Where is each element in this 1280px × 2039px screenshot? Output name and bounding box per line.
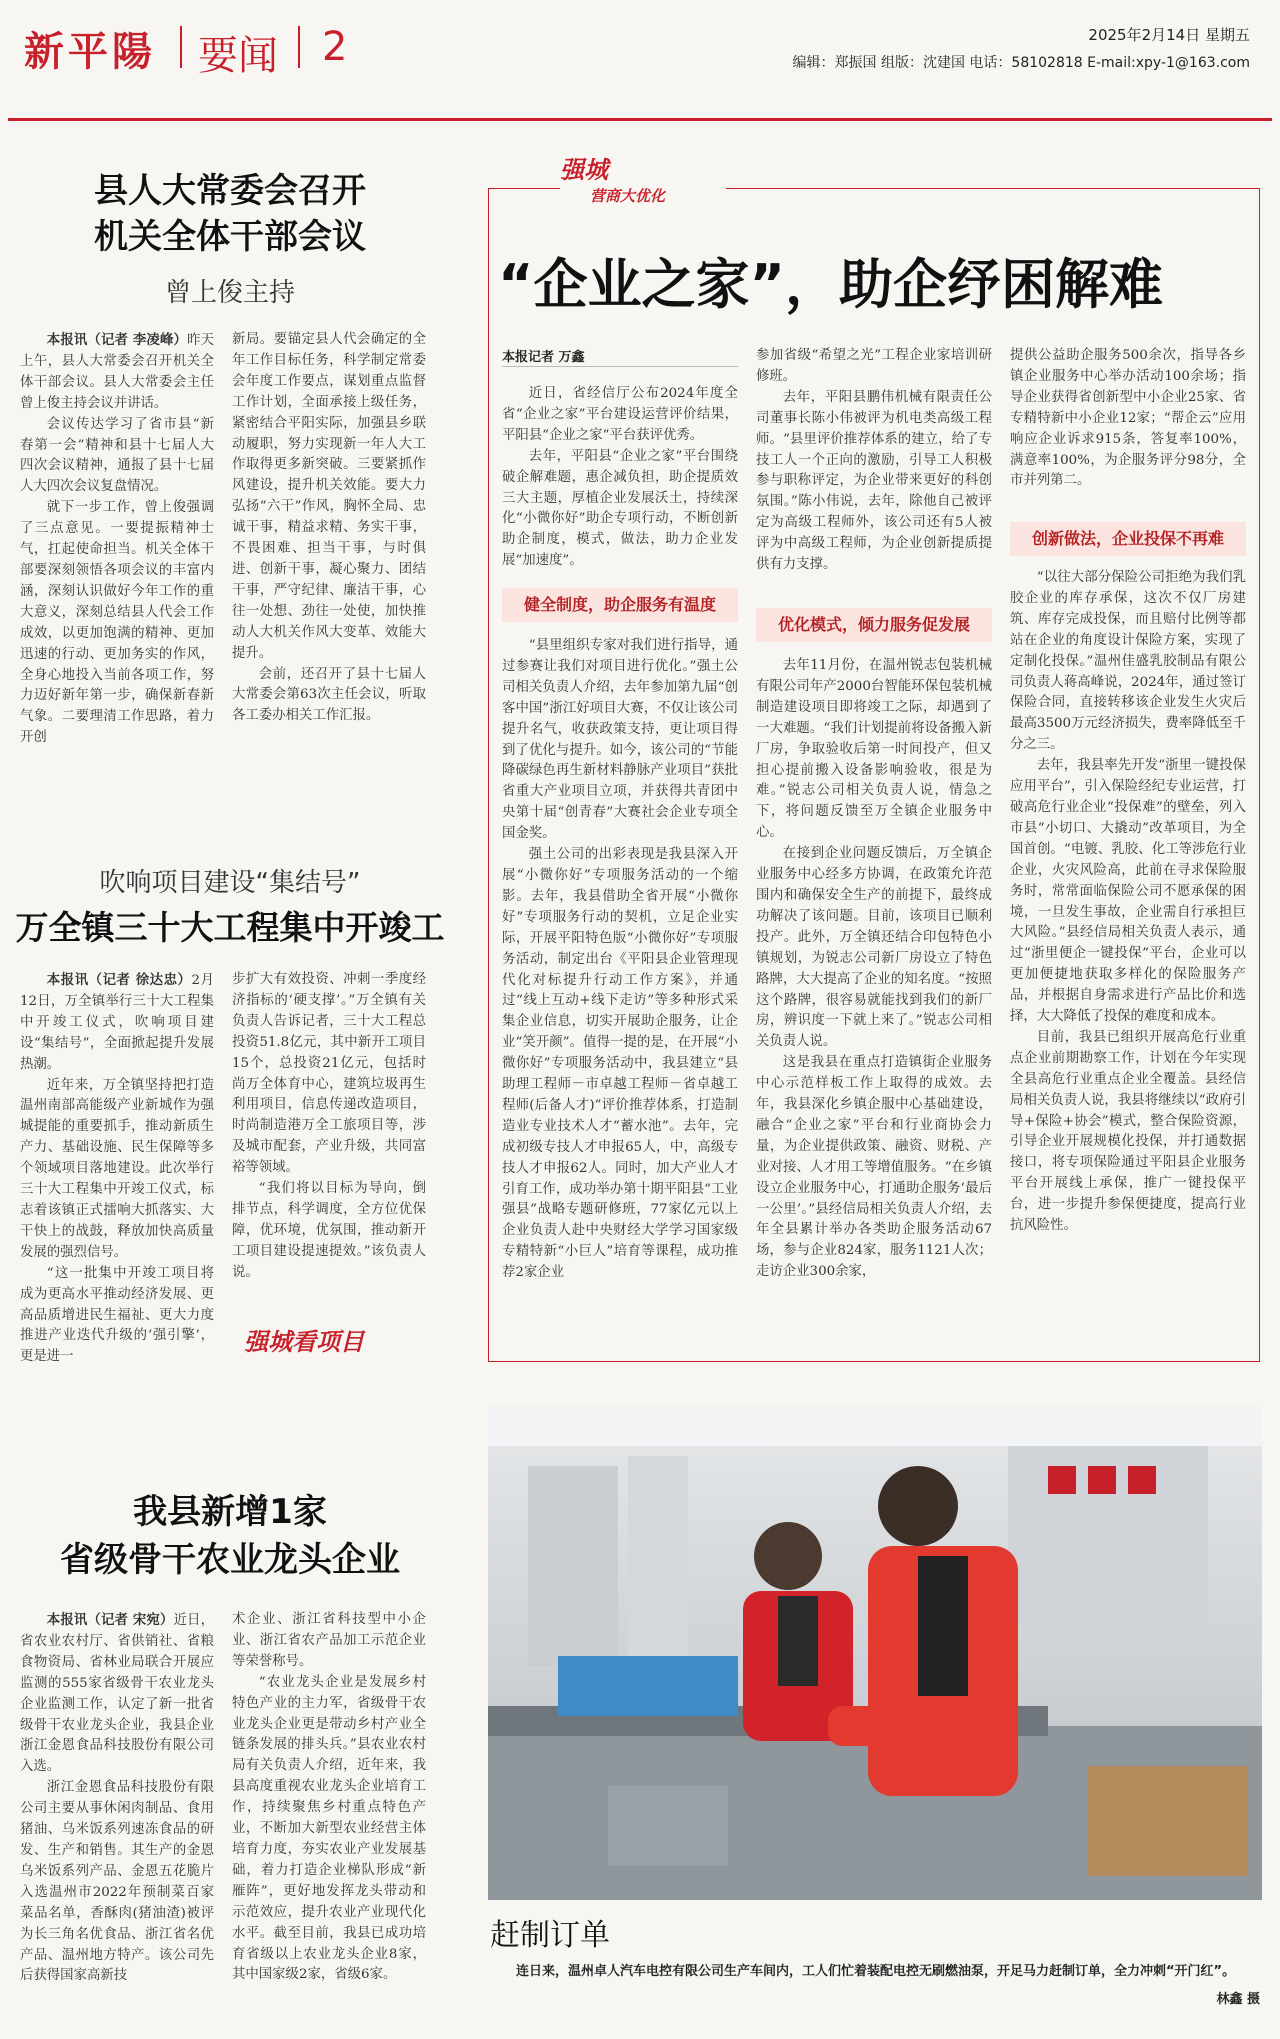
section-name: 要闻	[198, 33, 278, 79]
project-sticker	[244, 1322, 364, 1357]
feature-paragraph: “县里组织专家对我们进行指导，通过参赛让我们对项目进行优化。”强土公司相关负责人介绍，去年参加第九届“创客中国”浙江好项目大赛，不仅让该公司提升名气，收获政策支持，更让项目得到了优化与提升。如今，该公司的“节能降碳绿色再生新材料静脉产业项目”获批省重大产业项目立项，并获得共青团中央第十届“创青春”大赛社会企业专项全国金奖。	[502, 638, 738, 842]
feature-paragraph: 目前，我县已组织开展高危行业重点企业前期勘察工作，计划在今年实现全县高危行业重点企业全覆盖。县经信局相关负责人说，我县将继续以“政府引导+保险+协会”模式，整合保险资源，引导企业开展规模化投保，并打通数据接口，将专项保险通过平阳县企业服务平台开展线上承保，推广一键投保平台，进一步提升参保便捷度，提高行业抗风险性。	[1010, 1029, 1246, 1234]
feature-badge-top: 强城	[560, 156, 608, 184]
page-number: 2	[322, 24, 348, 70]
article1-title-line2: 机关全体干部会议	[94, 217, 366, 257]
feature-paragraph: 去年11月份，在温州锐志包装机械有限公司年产2000台智能环保包装机械制造建设项目即将竣工之际，却遇到了一大难题。“我们计划提前将设备搬入新厂房，争取验收后第一时间投产，但又担心提前搬入设备影响验收，很是为难。”锐志公司相关负责人说，情急之下，将问题反馈至万全镇企业服务中心。	[756, 658, 992, 841]
feature-subhead-3: 创新做法，企业投保不再难	[1010, 522, 1246, 556]
photo-credit: 林鑫 摄	[1216, 1992, 1260, 2007]
editor-info: 编辑：郑振国 组版：沈建国 电话：58102818 E-mail:xpy-1@163.com	[792, 55, 1250, 71]
feature-paragraph: 在接到企业问题反馈后，万全镇企业服务中心经多方协调，在政策允许范围内和确保安全生产的前提下，最终成功解决了该问题。目前，该项目已顺利投产。此外，万全镇还结合印包特色小镇规划，为锐志公司新厂房设立了特色路牌，大大提高了企业的知名度。“按照这个路牌，很容易就能找到我们的新厂房，辨识度一下就上来了。”锐志公司相关负责人说。	[756, 846, 992, 1050]
article3-text: 术企业、浙江省科技型中小企业、浙江省农产品加工示范企业等荣誉称号。	[232, 1612, 426, 1669]
feature-column-1-bottom	[502, 636, 738, 1348]
article3-paragraph: 浙江金恩食品科技股份有限公司主要从事休闲肉制品、食用猪油、乌米饭系列速冻食品的研发、生产和销售。其生产的金恩乌米饭系列产品、金恩五花脆片入选温州市2022年预制菜百家菜品名单，香酥肉(猪油渣)被评为长三角名优食品、浙江省名优产品、温州地方特产。该公司先后获得国家高新技	[20, 1780, 214, 1984]
article1-paragraph: 就下一步工作，曾上俊强调了三点意见。一要提振精神士气，扛起使命担当。机关全体干部要深刻领悟各项会议的丰富内涵，深刻认识做好今年工作的重大意义，深刻总结县人代会工作成效，以更加饱满的精神、更加迅速的行动、更加务实的作风，全身心地投入当前各项工作，努力迈好新年第一步，确保新春新气象。二要理清工作思路，着力开创	[20, 500, 214, 746]
photo-caption: 连日来，温州卓人汽车电控有限公司生产车间内，工人们忙着装配电控无刷燃油泵，开足马力赶制订单，全力冲刺“开门红”。	[516, 1964, 1236, 1979]
feature-paragraph: 提供公益助企服务500余次，指导各乡镇企业服务中心举办活动100余场；指导企业获得省创新型中小企业25家、省专精特新中小企业12家；“帮企云”应用响应企业诉求915条，答复率100%，满意率100%，为企服务评分98分，全市并列第二。	[1010, 348, 1246, 489]
feature-paragraph: 去年，平阳县鹏伟机械有限责任公司董事长陈小伟被评为机电类高级工程师。“县里评价推荐体系的建立，给了专技工人一个正向的激励，引导工人积极参与职称评定，为企业带来更好的科创氛围。”陈小伟说，去年，除他自己被评定为高级工程师外，该公司还有5人被评为中高级工程师，为企业创新提质提供有力支撑。	[756, 389, 992, 573]
feature-paragraph: “以往大部分保险公司拒绝为我们乳胶企业的库存承保，这次不仅厂房建筑、库存完成投保，而且赔付比例等都站在企业的角度设计保险方案，实现了定制化投保。”温州佳盛乳胶制品有限公司负责人蒋高峰说，2024年，通过签订保险合同，直接转移该企业发生火灾后最高3500万元经济损失，费率降低至千分之三。	[1010, 570, 1246, 753]
article1-column-1	[20, 330, 214, 800]
reporter-rule	[502, 366, 738, 367]
article1-byline: 本报讯（记者 李凌峰）	[46, 332, 188, 348]
feature-column-1-top	[502, 384, 738, 586]
feature-paragraph: 去年，我县率先开发“浙里一键投保应用平台”，引入保险经纪专业运营，打破高危行业企业“投保难”的壁垒，列入市县“小切口、大撬动”改革项目，为全国首创。“电镀、乳胶、化工等涉危行业企业，火灾风险高，此前在寻求保险服务时，常常面临保险公司不愿承保的困境，一旦发生事故，企业需自行承担巨大风险。”县经信局相关负责人表示，通过“浙里便企一键投保”平台，企业可以更加便捷地获取多样化的保险服务产品，并根据自身需求进行产品比价和选择，大大降低了投保的难度和成本。	[1010, 758, 1246, 1025]
article1-paragraph: 会前，还召开了县十七届人大常委会第63次主任会议，听取各工委办相关工作汇报。	[232, 666, 426, 724]
article2-column-1	[20, 970, 214, 1380]
feature-badge-bottom: 营商大优化	[590, 187, 666, 205]
article3-title-line2: 省级骨干农业龙头企业	[60, 1540, 400, 1580]
article2-paragraph: “我们将以目标为导向，倒排节点，科学调度，全方位优保障，优环境，优氛围，推动新开工项目建设提速提效。”该负责人说。	[232, 1181, 426, 1280]
article2-text: 2月12日，万全镇举行三十大工程集中开竣工仪式，吹响项目建设“集结号”，全面掀起提升发展热潮。	[20, 973, 214, 1072]
feature-column-2-bottom	[756, 656, 992, 1348]
article1-text: 新局。要锚定县人代会确定的全年工作目标任务，科学制定常委会年度工作要点，谋划重点监督工作计划，全面承接上级任务，紧密结合平阳实际，加强县乡联动履职，努力实现新一年人大工作取得更多新突破。三要紧抓作风建设，提升机关效能。要大力弘扬“六干”作风，胸怀全局、忠诚干事，精益求精、务实干事，不畏困难、担当干事，与时俱进、创新干事，凝心聚力、团结干事，严守纪律、廉洁干事，心往一处想、劲往一处使，加快推动人大机关作风大变革、效能大提升。	[232, 332, 426, 661]
factory-photo-illustration	[488, 1406, 1262, 1900]
feature-column-2-top	[756, 346, 992, 590]
feature-subhead-2: 优化模式，倾力服务促发展	[756, 608, 992, 642]
article1-paragraph: 会议传达学习了省市县“新春第一会”精神和县十七届人大四次会议精神，通报了县十七届人大四次会议复盘情况。	[20, 416, 214, 495]
article2-paragraph: “这一批集中开竣工项目将成为更高水平推动经济发展、更高品质增进民生福祉、更大力度推进产业迭代升级的‘强引擎’，更是进一	[20, 1265, 214, 1365]
feature-column-3-top	[1010, 346, 1246, 516]
masthead-divider	[180, 26, 182, 68]
article1-text: 昨天上午，县人大常委会召开机关全体干部会议。县人大常委会主任曾上俊主持会议并讲话。	[20, 333, 214, 411]
masthead-rule	[8, 118, 1272, 121]
article3-paragraph: “农业龙头企业是发展乡村特色产业的主力军，省级骨干农业龙头企业更是带动乡村产业全链条发展的排头兵。”县农业农村局有关负责人介绍，近年来，我县高度重视农业龙头企业培育工作，持续聚焦乡村重点特色产业，不断加大新型农业经营主体培育力度，夯实农业产业发展基础，着力打造企业梯队形成“新雁阵”，更好地发挥龙头带动和示范效应，提升农业产业现代化水平。截至目前，我县已成功培育省级以上农业龙头企业8家，其中国家级2家，省级6家。	[232, 1674, 426, 1983]
article1-title	[20, 168, 440, 260]
article3-column-2	[232, 1610, 426, 2030]
feature-paragraph: 强土公司的出彩表现是我县深入开展“小微你好”专项服务活动的一个缩影。去年，我县借助全省开展“小微你好”专项服务行动的契机，立足企业实际，开展平阳特色版“小微你好”专项服务活动，制定出台《平阳县企业管理现代化对标提升行动工作方案》，并通过“线上互动+线下走访”等多种形式采集企业信息，切实开展助企服务，让企业“笑开颜”。值得一提的是，在开展“小微你好”专项服务活动中，我县建立“县助理工程师－市卓越工程师－省卓越工程师(后备人才)”评价推荐体系，打造制造业专业技术人才“蓄水池”。去年，完成初级专技人才申报65人，中，高级专技人才申报62人。同时，加大产业人才引育工作，成功举办第十期平阳县“工业强县”战略专题研修班，77家亿元以上企业负责人赴中央财经大学学习国家级专精特新“小巨人”培育等课程，成功推荐2家企业	[502, 847, 738, 1281]
article3-column-1	[20, 1610, 214, 2030]
article3-title-line1: 我县新增1家	[133, 1492, 327, 1532]
feature-paragraph: 近日，省经信厅公布2024年度全省“企业之家”平台建设运营评价结果，平阳县“企业之家”平台获评优秀。	[502, 386, 738, 443]
masthead-divider	[298, 26, 300, 68]
article2-paragraph: 近年来，万全镇坚持把打造温州南部高能级产业新城作为强城提能的重要抓手，推动新质生产力、基础设施、民生保障等多个领域项目落地建设。此次举行三十大工程集中开竣工仪式，标志着该镇正式擂响大抓落实、大干快上的战鼓，释放加快高质量发展的强烈信号。	[20, 1077, 214, 1260]
article2-column-2	[232, 970, 426, 1280]
article3-text: 近日，省农业农村厅、省供销社、省粮食物资局、省林业局联合开展应监测的555家省级骨干农业龙头企业监测工作，认定了新一批省级骨干农业龙头企业，我县企业浙江金恩食品科技股份有限公司入选。	[20, 1613, 214, 1775]
photo-title: 赶制订单	[490, 1918, 610, 1953]
article1-title-line1: 县人大常委会召开	[94, 171, 366, 211]
feature-paragraph: 这是我县在重点打造镇街企业服务中心示范样板工作上取得的成效。去年，我县深化乡镇企服中心基础建设，融合“企业之家”平台和行业商协会力量，为企业提供政策、融资、财税、产业对接、人才用工等增值服务。“在乡镇设立企业服务中心，打通助企服务‘最后一公里’。”县经信局相关负责人介绍，去年全县累计举办各类助企服务活动67场，参与企业824家，服务1121人次；走访企业300余家，	[756, 1055, 992, 1280]
article3-byline: 本报讯（记者 宋宛）	[46, 1612, 174, 1628]
article3-title	[14, 1488, 446, 1584]
feature-title: “企业之家”，助企纾困解难	[498, 253, 1163, 316]
article2-byline: 本报讯（记者 徐达忠）	[46, 972, 192, 988]
feature-badge	[560, 150, 726, 212]
article2-title: 万全镇三十大工程集中开竣工	[15, 908, 445, 947]
feature-reporter: 本报记者 万鑫	[502, 350, 585, 365]
article2-kicker: 吹响项目建设“集结号”	[99, 868, 361, 898]
project-sticker-text: 强城看项目	[244, 1328, 364, 1356]
factory-photo	[488, 1406, 1262, 1900]
article1-column-2	[232, 330, 426, 800]
article1-subtitle: 曾上俊主持	[164, 278, 295, 308]
issue-date: 2025年2月14日 星期五	[1088, 26, 1250, 44]
feature-paragraph: 去年，平阳县“企业之家”平台围绕破企解难题，惠企减负担，助企提质效三大主题，厚植企业发展沃土，持续深化“小微你好”助企专项行动，不断创新助企制度，模式，做法，助力企业发展“加速度”。	[502, 448, 738, 569]
newspaper-logo: 新平陽	[24, 28, 156, 75]
feature-subhead-1: 健全制度，助企服务有温度	[502, 588, 738, 622]
article2-text: 步扩大有效投资、冲刺一季度经济指标的‘硬支撑’。”万全镇有关负责人告诉记者，三十大工程总投资51.8亿元，其中新开工项目15个，总投资21亿元，包括时尚万全体育中心，建筑垃圾再生利用项目，信息传递改造项目，时尚制造港万全工旅项目等，涉及城市配套，产业升级，共同富裕等领域。	[232, 972, 426, 1176]
feature-column-3-bottom	[1010, 568, 1246, 1348]
feature-paragraph: 参加省级“希望之光”工程企业家培训研修班。	[756, 348, 992, 384]
masthead	[0, 0, 1280, 118]
